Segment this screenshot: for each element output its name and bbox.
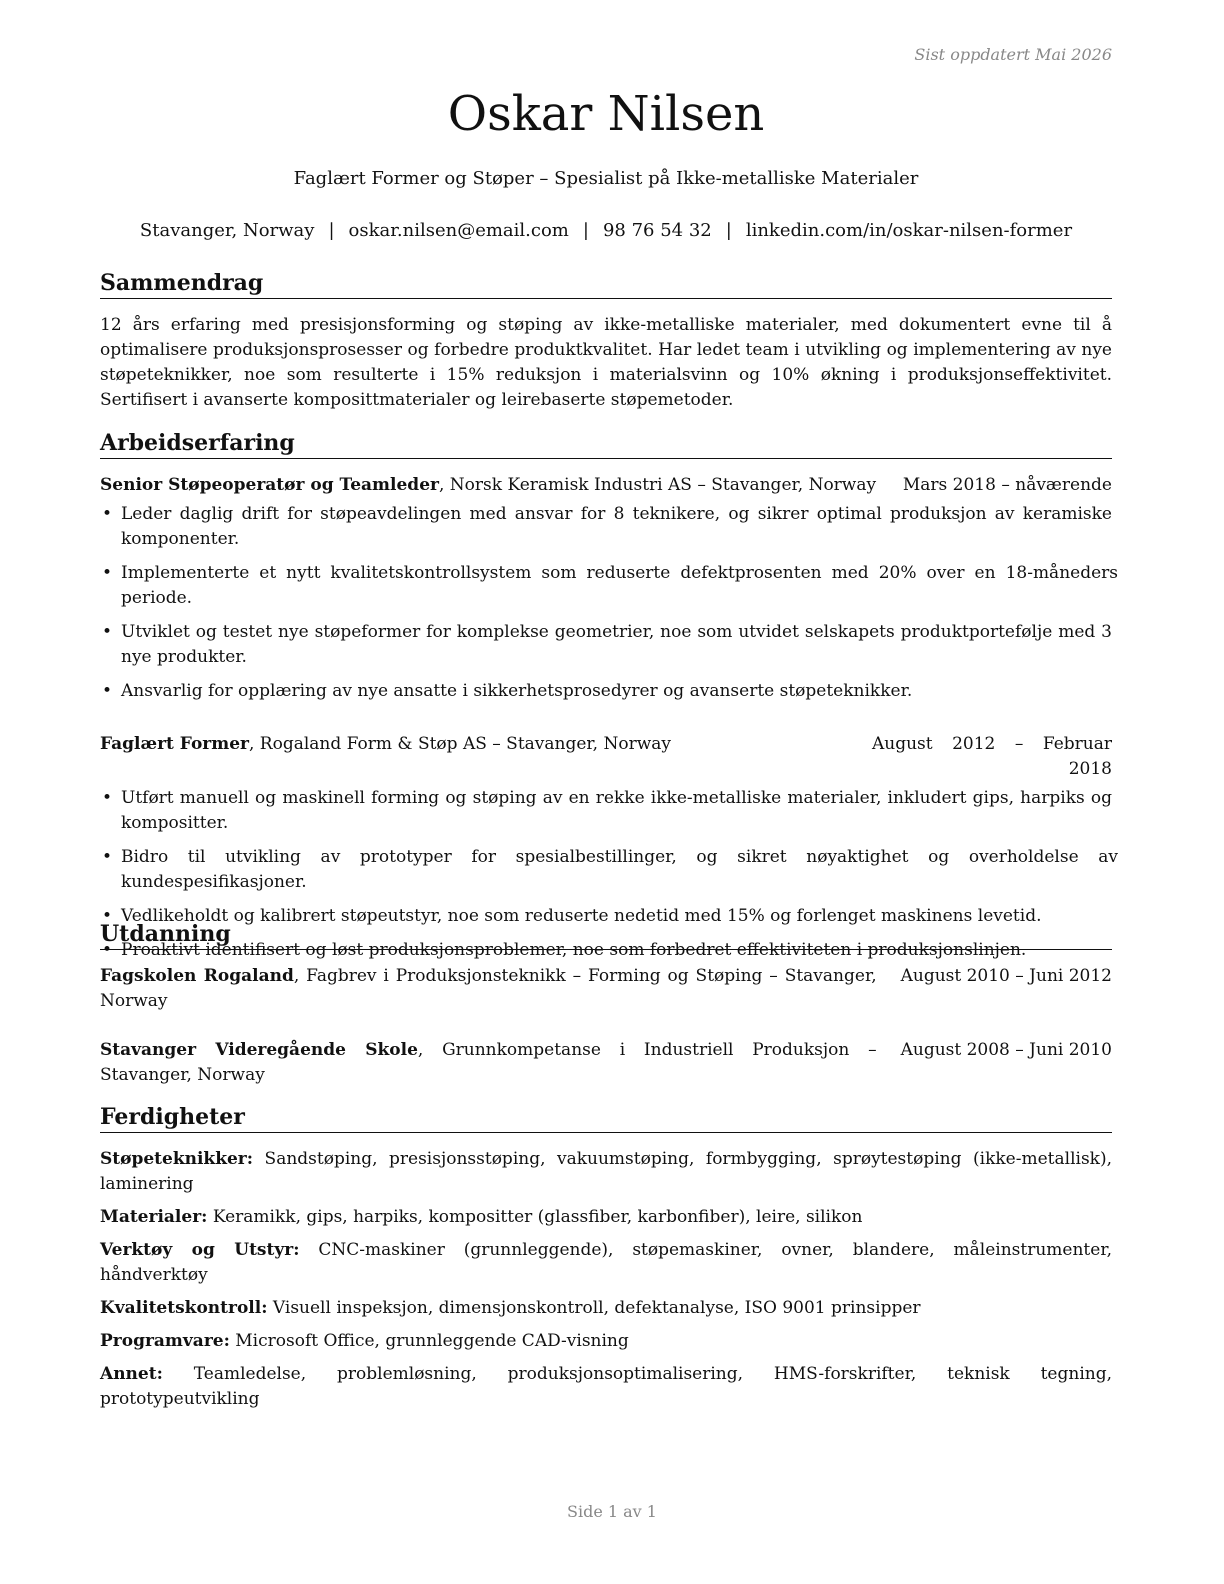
- page-number: Side 1 av 1: [567, 1502, 657, 1521]
- skill-value: CNC-maskiner (grunnleggende), støpemaskiner, ovner, blandere, måleinstrumenter, håndverktøy: [100, 1239, 1112, 1285]
- job-bullet: • Vedlikeholdt og kalibrert støpeutstyr, noe som reduserte nedetid med 15% og forlenget maskinens levetid.: [100, 904, 1112, 929]
- education-detail: , Grunnkompetanse i Industriell Produksjon – Stavanger, Norway: [100, 1039, 877, 1085]
- experience-section: [100, 430, 1118, 972]
- job-bullets: [100, 502, 1118, 704]
- contact-email[interactable]: oskar.nilsen@email.com: [348, 220, 569, 241]
- summary-section: [100, 270, 1112, 413]
- section-title-summary: Sammendrag: [100, 270, 1112, 299]
- education-detail: , Fagbrev i Produksjonsteknikk – Forming og Støping – Stavanger, Norway: [100, 965, 877, 1011]
- education-item: [100, 964, 1112, 1014]
- skills-section: [100, 1104, 1112, 1412]
- skill-line: [100, 1362, 1112, 1412]
- contact-separator: |: [725, 220, 732, 241]
- skill-value: Teamledelse, problemløsning, produksjonsoptimalisering, HMS-forskrifter, teknisk tegning, prototypeutvikling: [100, 1363, 1112, 1409]
- job-dates: Mars 2018 – nåværende: [902, 474, 1112, 495]
- job-bullet: • Utført manuell og maskinell forming og støping av en rekke ikke-metalliske materialer, inkludert gips, harpiks og kompositter.: [100, 786, 1112, 836]
- skill-value: Sandstøping, presisjonsstøping, vakuumstøping, formbygging, sprøytestøping (ikke-metallisk), laminering: [100, 1148, 1112, 1194]
- education-school: Fagskolen Rogaland: [100, 965, 294, 986]
- job-bullet: • Leder daglig drift for støpeavdelingen med ansvar for 8 teknikere, og sikrer optimal produksjon av keramiske komponenter.: [100, 502, 1112, 552]
- candidate-name: Oskar Nilsen: [447, 86, 765, 142]
- tagline: Faglært Former og Støper – Spesialist på Ikke-metalliske Materialer: [293, 168, 919, 189]
- skill-value: Visuell inspeksjon, dimensjonskontroll, defektanalyse, ISO 9001 prinsipper: [267, 1297, 921, 1318]
- education-item: [100, 1038, 1112, 1088]
- skill-label: Materialer:: [100, 1206, 208, 1227]
- contact-separator: |: [582, 220, 589, 241]
- education-dates: August 2010 – Juni 2012: [900, 965, 1112, 986]
- contact-separator: |: [328, 220, 335, 241]
- contact-phone: 98 76 54 32: [602, 220, 712, 241]
- job-header: [100, 473, 1112, 498]
- education-school: Stavanger Videregående Skole: [100, 1039, 418, 1060]
- skill-line: [100, 1329, 1112, 1354]
- skill-label: Verktøy og Utstyr:: [100, 1239, 300, 1260]
- skill-value: Keramikk, gips, harpiks, kompositter (glassfiber, karbonfiber), leire, silikon: [207, 1206, 863, 1227]
- skill-label: Programvare:: [100, 1330, 230, 1351]
- skill-line: [100, 1238, 1112, 1288]
- job-company: , Rogaland Form & Støp AS – Stavanger, Norway: [249, 733, 672, 754]
- resume-page: [100, 0, 1118, 1584]
- job-dates: August 2012 – Februar 2018: [872, 733, 1112, 779]
- job-role: Senior Støpeoperatør og Teamleder: [100, 474, 439, 495]
- contact-linkedin[interactable]: linkedin.com/in/oskar-nilsen-former: [745, 220, 1073, 241]
- job-company: , Norsk Keramisk Industri AS – Stavanger, Norway: [438, 474, 877, 495]
- job-role: Faglært Former: [100, 733, 249, 754]
- education-dates: August 2008 – Juni 2010: [900, 1039, 1112, 1060]
- last-updated: Sist oppdatert Mai 2026: [914, 45, 1112, 64]
- section-title-education: Utdanning: [100, 921, 1112, 950]
- job-header: [100, 732, 1112, 782]
- section-title-experience: Arbeidserfaring: [100, 430, 1112, 459]
- job-bullet: • Implementerte et nytt kvalitetskontrollsystem som reduserte defektprosenten med 20% over en 18-måneders periode.: [100, 561, 1118, 611]
- skill-label: Kvalitetskontroll:: [100, 1297, 268, 1318]
- section-title-skills: Ferdigheter: [100, 1104, 1112, 1133]
- skill-line: [100, 1147, 1112, 1197]
- skill-line: [100, 1205, 1112, 1230]
- job-bullet: • Proaktivt identifisert og løst produksjonsproblemer, noe som forbedret effektiviteten i produksjonslinjen.: [100, 938, 1112, 963]
- education-section: [100, 921, 1112, 1088]
- skill-label: Støpeteknikker:: [100, 1148, 254, 1169]
- skill-label: Annet:: [100, 1363, 163, 1384]
- contact-location: Stavanger, Norway: [139, 220, 315, 241]
- skill-line: [100, 1296, 1112, 1321]
- summary-text: 12 års erfaring med presisjonsforming og støping av ikke-metalliske materialer, med dokumentert evne til å optimalisere produksjonsprosesser og forbedre produktkvalitet. Har ledet team i utvikling og implementering av nye støpeteknikker, noe som resulterte i 15% reduksjon i materialsvinn og 10% økning i produksjonseffektivitet. Sertifisert i avanserte komposittmaterialer og leirebaserte støpemetoder.: [100, 314, 1112, 410]
- skill-value: Microsoft Office, grunnleggende CAD-visning: [229, 1330, 629, 1351]
- job-bullet: • Utviklet og testet nye støpeformer for komplekse geometrier, noe som utvidet selskapets produktportefølje med 3 nye produkter.: [100, 620, 1112, 670]
- job-bullet: • Ansvarlig for opplæring av nye ansatte i sikkerhetsprosedyrer og avanserte støpeteknikker.: [100, 679, 1112, 704]
- job-bullet: • Bidro til utvikling av prototyper for spesialbestillinger, og sikret nøyaktighet og overholdelse av kundespesifikasjoner.: [100, 845, 1118, 895]
- contact-line: [100, 220, 1112, 242]
